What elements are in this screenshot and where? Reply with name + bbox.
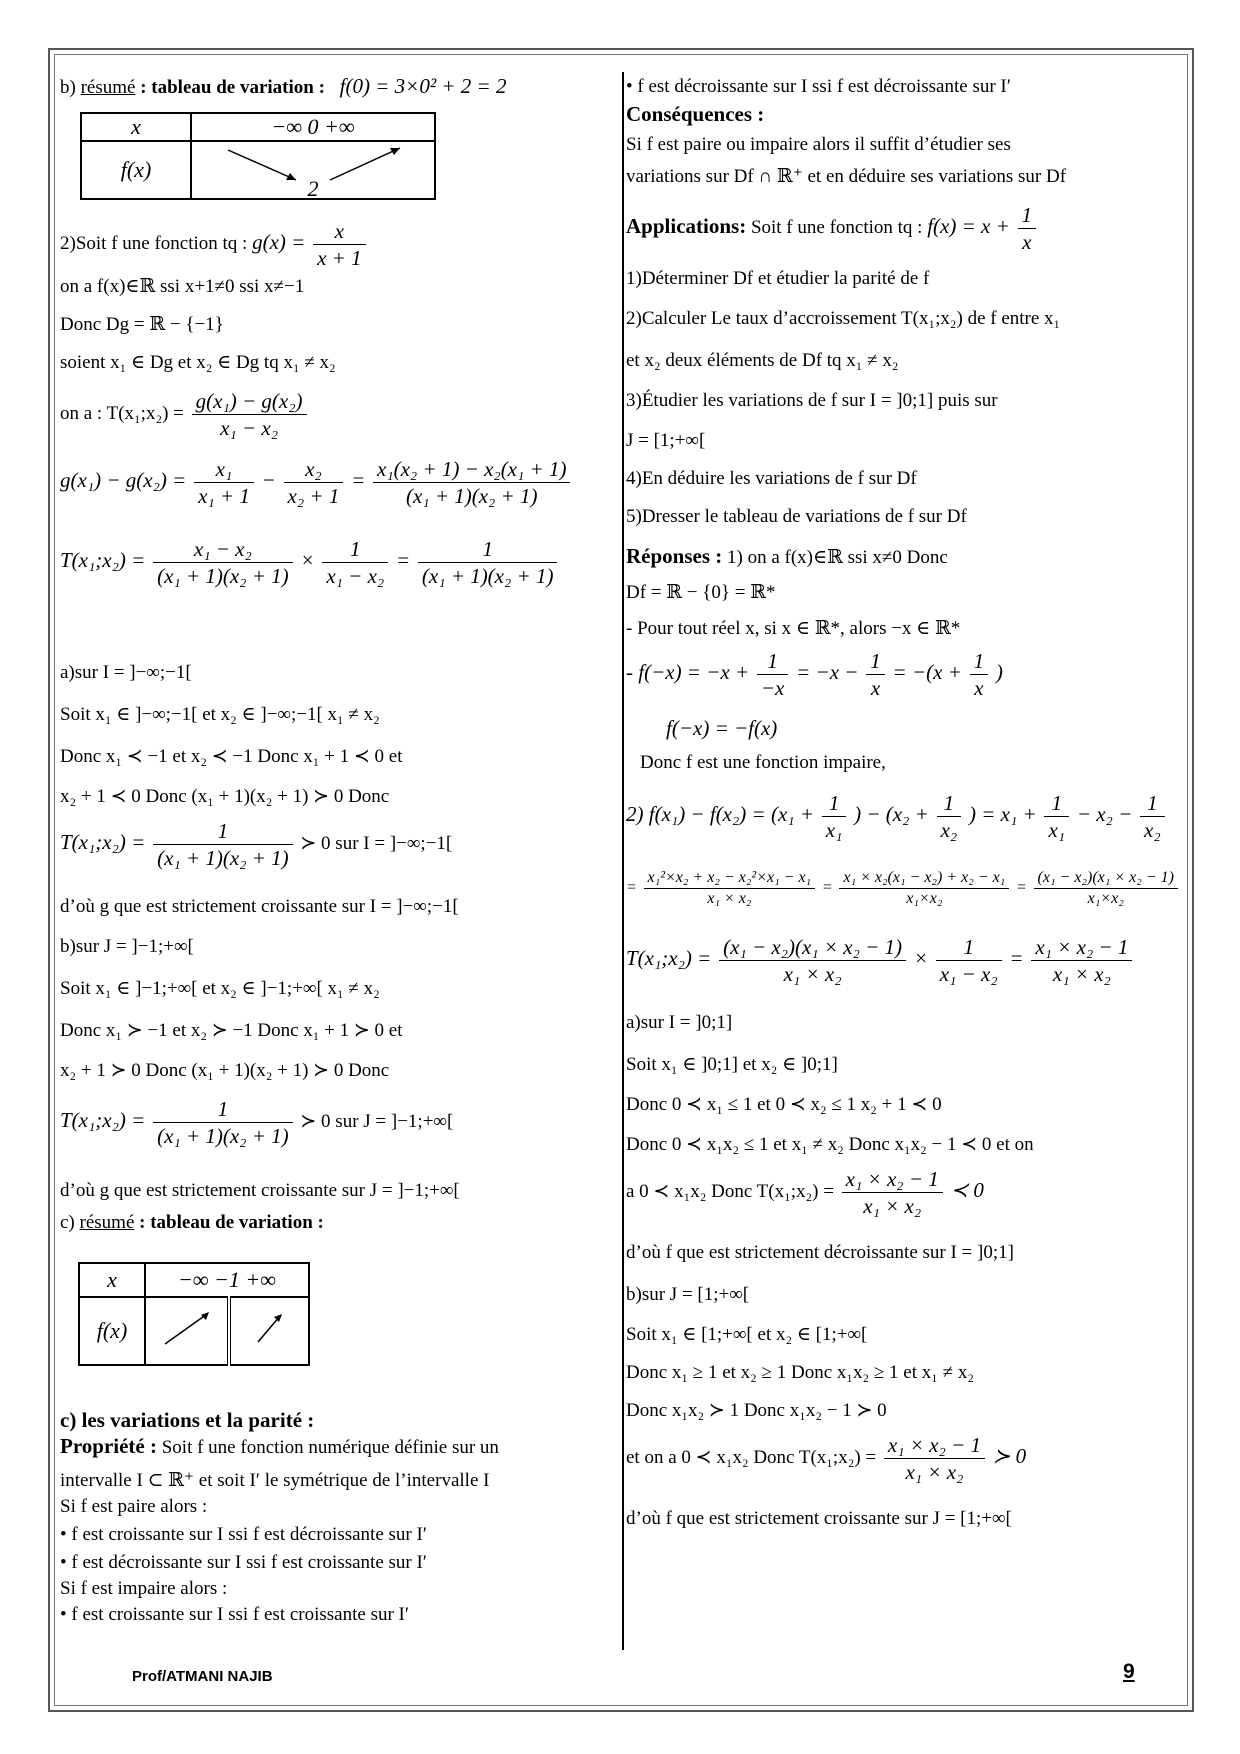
minimum-value: 2: [307, 176, 319, 199]
text-line: Donc x₁ ≻ −1 et x₂ ≻ −1 Donc x₁ + 1 ≻ 0 et: [60, 1020, 403, 1041]
text-line: • f est croissante sur I ssi f est croissante sur I′: [60, 1604, 410, 1625]
text-line: Donc x₁ ≥ 1 et x₂ ≥ 1 Donc x₁x₂ ≥ 1 et x₁ ≠ x₂: [626, 1362, 974, 1383]
author-name: Prof/ATMANI NAJIB: [132, 1668, 273, 1685]
consequences-heading: Conséquences :: [626, 102, 765, 126]
summary-line-1: b) résumé : tableau de variation : f(0) = 3×0² + 2 = 2: [60, 74, 507, 98]
fraction: $\frac{x}{x + 1}$: [313, 218, 366, 272]
difference-f-line: 2) f(x₁) − f(x₂) = (x₁ + $\frac{1}{\text{x₁}}$ ) − (x₂ + $\frac{1}{\text{x₂}}$ ) = x₁ + $\frac{1}{\text{x₁}}$ − x₂ − $\frac{1}{\text{x₂}}$: [626, 790, 1168, 844]
increasing-arrow: [250, 1306, 290, 1350]
answers-line: Réponses : 1) on a f(x)∈ℝ ssi x≠0 Donc: [626, 544, 948, 568]
rate-g-line: T(x₁;x₂) = $\frac{\text{x₁ − x₂}}{\text{(x₁ + 1)(x₂ + 1)}}$ × $\frac{1}{\text{x₁ − x₂}}$ = $\frac{1}{\text{(x₁ + 1)(x₂ + 1)}}$: [60, 536, 560, 590]
table-row-fx: f(x): [81, 141, 191, 199]
text-line: Donc 0 ≺ x₁ ≤ 1 et 0 ≺ x₂ ≤ 1 x₂ + 1 ≺ 0: [626, 1094, 942, 1115]
text-line: d’où f que est strictement décroissante sur I = ]0;1]: [626, 1242, 1014, 1263]
text-line: a)sur I = ]−∞;−1[: [60, 662, 192, 683]
section-heading: c) les variations et la parité :: [60, 1408, 315, 1432]
rate-f-line: T(x₁;x₂) = $\frac{\text{(x₁ − x₂)(x₁ × x₂ − 1)}}{\text{x₁ × x₂}}$ × $\frac{1}{\text{x₁ − x₂}}$ = $\frac{\text{x₁ × x₂ − 1}}{\text{x₁ × x₂}}$: [626, 934, 1135, 988]
text-line: intervalle I ⊂ ℝ⁺ et soit I′ le symétrique de l’intervalle I: [60, 1470, 490, 1491]
variation-arrows: [191, 141, 435, 199]
rate-sign-line-2: T(x₁;x₂) = $\frac{1}{\text{(x₁ + 1)(x₂ + 1)}}$ ≻ 0 sur J = ]−1;+∞[: [60, 1097, 454, 1149]
text-line: d’où g que est strictement croissante sur J = ]−1;+∞[: [60, 1180, 460, 1201]
text-line: f(−x) = −f(x): [666, 716, 778, 740]
rate-definition: on a : T(x₁;x₂) = $\frac{\text{g(x₁) − g(x₂)}}{\text{x₁ − x₂}}$: [60, 388, 310, 442]
text-line: et x₂ deux éléments de Df tq x₁ ≠ x₂: [626, 350, 899, 371]
decrease-increase-arrows: [198, 142, 428, 198]
applications-line: Applications: Soit f une fonction tq : f(x) = x + $\frac{1}{x}$: [626, 202, 1039, 256]
expansion-line: = $\frac{\text{x₁²×x₂ + x₂ − x₂²×x₁ − x₁}}{\text{x₁ × x₂}}$ = $\frac{\text{x₁ × x₂(x₁ − x₂) + x₂ − x₁}}{\text{x₁×x₂}}$ = $\frac{\text{(x₁ − x₂)(x₁ × x₂ − 1)}}{\text{x₁×x₂}}$: [626, 868, 1181, 909]
text-line: Donc f est une fonction impaire,: [640, 752, 886, 773]
increasing-arrow: [157, 1306, 217, 1350]
text-line: Df = ℝ − {0} = ℝ*: [626, 582, 776, 603]
text-line: variations sur Df ∩ ℝ⁺ et en déduire ses variations sur Df: [626, 166, 1067, 187]
text-line: d’où g que est strictement croissante sur I = ]−∞;−1[: [60, 896, 459, 917]
text-line: Soit x₁ ∈ ]0;1] et x₂ ∈ ]0;1]: [626, 1054, 838, 1075]
text-line: a)sur I = ]0;1]: [626, 1012, 733, 1033]
rate-sign-line-1: T(x₁;x₂) = $\frac{1}{\text{(x₁ + 1)(x₂ + 1)}}$ ≻ 0 sur I = ]−∞;−1[: [60, 819, 453, 871]
question-1: 1)Déterminer Df et étudier la parité de f: [626, 268, 930, 289]
text-line: • f est décroissante sur I ssi f est décroissante sur I′: [626, 76, 1011, 97]
text-line: Si f est paire ou impaire alors il suffit d’étudier ses: [626, 134, 1011, 155]
text-line: x₂ + 1 ≻ 0 Donc (x₁ + 1)(x₂ + 1) ≻ 0 Donc: [60, 1060, 390, 1081]
page-number: 9: [1123, 1660, 1135, 1683]
summary-line-2: c) résumé : tableau de variation :: [60, 1212, 324, 1233]
question-4: 4)En déduire les variations de f sur Df: [626, 468, 917, 489]
text-line: on a f(x)∈ℝ ssi x+1≠0 ssi x≠−1: [60, 276, 305, 297]
text-line: Si f est paire alors :: [60, 1496, 208, 1517]
text-line: • f est décroissante sur I ssi f est croissante sur I′: [60, 1552, 427, 1573]
text-line: Soit x₁ ∈ ]−1;+∞[ et x₂ ∈ ]−1;+∞[ x₁ ≠ x₂: [60, 978, 380, 999]
text-line: J = [1;+∞[: [626, 430, 706, 451]
difference-g-line: g(x₁) − g(x₂) = $\frac{\text{x₁}}{\text{x₁ + 1}}$ − $\frac{\text{x₂}}{\text{x₂ + 1}}$ = $\frac{\text{x₁(x₂ + 1) − x₂(x₁ + 1)}}{\text{(x₁ + 1)(x₂ + 1)}}$: [60, 456, 573, 510]
table-row-fx: f(x): [79, 1297, 145, 1365]
text-line: Donc Dg = ℝ − {−1}: [60, 314, 224, 335]
text-line: Donc x₁ ≺ −1 et x₂ ≺ −1 Donc x₁ + 1 ≺ 0 et: [60, 746, 403, 767]
text-line: b)sur J = ]−1;+∞[: [60, 936, 194, 957]
text-line: Donc 0 ≺ x₁x₂ ≤ 1 et x₁ ≠ x₂ Donc x₁x₂ − 1 ≺ 0 et on: [626, 1134, 1034, 1155]
text-line: d’où f que est strictement croissante sur J = [1;+∞[: [626, 1508, 1012, 1529]
rate-sign-line-3: a 0 ≺ x₁x₂ Donc T(x₁;x₂) = $\frac{\text{x₁ × x₂ − 1}}{\text{x₁ × x₂}}$ ≺ 0: [626, 1167, 984, 1219]
question-3: 3)Étudier les variations de f sur I = ]0;1] puis sur: [626, 390, 998, 411]
parity-computation: - f(−x) = −x + $\frac{1}{-x}$ = −x − $\frac{1}{x}$ = −(x + $\frac{1}{x}$ ): [626, 649, 1003, 701]
text-line: Soit x₁ ∈ [1;+∞[ et x₂ ∈ [1;+∞[: [626, 1324, 868, 1345]
decreasing-arrow: [228, 150, 296, 180]
property-line: Propriété : Soit f une fonction numérique définie sur un: [60, 1434, 499, 1458]
text-line: soient x₁ ∈ Dg et x₂ ∈ Dg tq x₁ ≠ x₂: [60, 352, 336, 373]
text-line: Donc x₁x₂ ≻ 1 Donc x₁x₂ − 1 ≻ 0: [626, 1400, 887, 1421]
variation-table-2: [78, 1262, 310, 1366]
text-line: - Pour tout réel x, si x ∈ ℝ*, alors −x ∈ ℝ*: [626, 618, 961, 639]
text-line: • f est croissante sur I ssi f est décroissante sur I′: [60, 1524, 427, 1545]
text-line: x₂ + 1 ≺ 0 Donc (x₁ + 1)(x₂ + 1) ≻ 0 Donc: [60, 786, 390, 807]
def-g-line: 2)Soit f une fonction tq : g(x) = $\frac{x}{x + 1}$: [60, 218, 369, 272]
variation-table-1: [80, 112, 436, 200]
increasing-arrow: [330, 148, 400, 180]
question-5: 5)Dresser le tableau de variations de f sur Df: [626, 506, 967, 527]
table-header-values: −∞ 0 +∞: [191, 113, 435, 141]
question-2: 2)Calculer Le taux d’accroissement T(x₁;x₂) de f entre x₁: [626, 308, 1061, 329]
text-line: b)sur J = [1;+∞[: [626, 1284, 750, 1305]
column-divider: [622, 72, 624, 1650]
increasing-cell: [229, 1297, 309, 1365]
text-line: Soit x₁ ∈ ]−∞;−1[ et x₂ ∈ ]−∞;−1[ x₁ ≠ x₂: [60, 704, 380, 725]
table-header-x: x: [79, 1263, 145, 1297]
rate-sign-line-4: et on a 0 ≺ x₁x₂ Donc T(x₁;x₂) = $\frac{\text{x₁ × x₂ − 1}}{\text{x₁ × x₂}}$ ≻ 0: [626, 1433, 1027, 1485]
text-line: Si f est impaire alors :: [60, 1578, 228, 1599]
increasing-cell: [145, 1297, 229, 1365]
table-header-values: −∞ −1 +∞: [145, 1263, 309, 1297]
table-header-x: x: [81, 113, 191, 141]
